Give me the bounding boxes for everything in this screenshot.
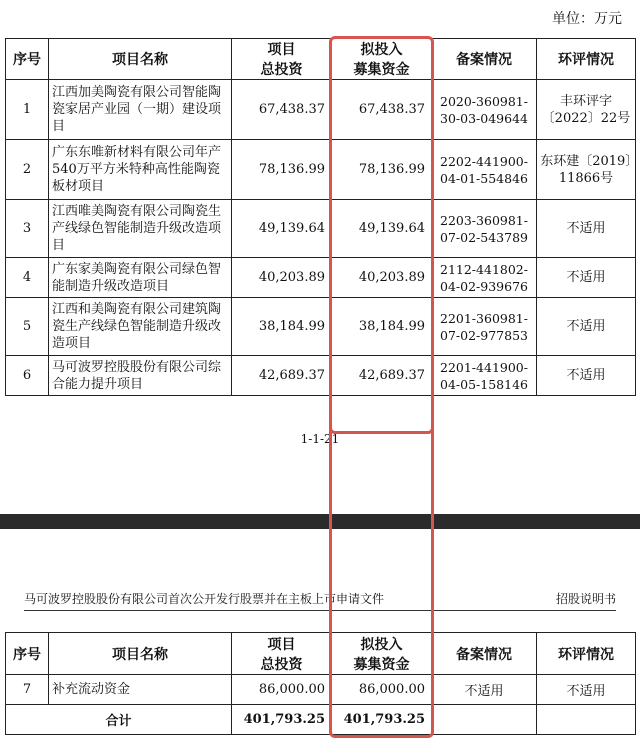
col-header-no: 序号 xyxy=(6,39,49,80)
col-header-no: 序号 xyxy=(6,633,49,675)
document-header xyxy=(24,590,616,607)
col-header-name: 项目名称 xyxy=(49,633,232,675)
col-header-env: 环评情况 xyxy=(537,633,636,675)
table-row: 7 补充流动资金 86,000.00 86,000.00 不适用 不适用 xyxy=(6,675,636,705)
highlight-box-raise-column-continued xyxy=(329,425,434,738)
document-header-type: 招股说明书 xyxy=(555,592,616,606)
document-header-title: 马可波罗控股股份有限公司首次公开发行股票并在主板上市申请文件 xyxy=(24,592,385,606)
col-header-total: 项目 总投资 xyxy=(232,39,332,80)
table-row: 4 广东家美陶瓷有限公司绿色智能制造升级改造项目 40,203.89 40,203.89 2112-441802-04-02-939676 不适用 xyxy=(6,258,636,298)
fund-use-table-continued xyxy=(5,632,636,735)
col-header-total: 项目 总投资 xyxy=(232,633,332,675)
table-row: 6 马可波罗控股股份有限公司综合能力提升项目 42,689.37 42,689.37 2201-441900-04-05-158146 不适用 xyxy=(6,356,636,396)
col-header-name: 项目名称 xyxy=(49,39,232,80)
col-header-env: 环评情况 xyxy=(537,39,636,80)
page-break-band xyxy=(0,514,640,529)
table-header-row xyxy=(6,633,636,675)
unit-label: 单位：万元 xyxy=(552,11,622,27)
table-header-row xyxy=(6,39,636,80)
table-row: 1 江西加美陶瓷有限公司智能陶瓷家居产业园（一期）建设项目 67,438.37 67,438.37 2020-360981-30-03-049644 丰环评字〔2022〕22号 xyxy=(6,80,636,140)
col-header-filing: 备案情况 xyxy=(432,633,537,675)
header-rule xyxy=(24,610,616,611)
total-row: 合计 401,793.25 401,793.25 xyxy=(6,705,636,735)
col-header-raise: 拟投入 募集资金 xyxy=(332,633,432,675)
table-row: 5 江西和美陶瓷有限公司建筑陶瓷生产线绿色智能制造升级改造项目 38,184.99 38,184.99 2201-360981-07-02-977853 不适用 xyxy=(6,298,636,356)
page-number: 1-1-21 xyxy=(300,432,340,446)
highlight-box-raise-column xyxy=(329,36,434,434)
col-header-raise: 拟投入 募集资金 xyxy=(332,39,432,80)
table-row: 3 江西唯美陶瓷有限公司陶瓷生产线绿色智能制造升级改造项目 49,139.64 49,139.64 2203-360981-07-02-543789 不适用 xyxy=(6,200,636,258)
col-header-filing: 备案情况 xyxy=(432,39,537,80)
fund-use-table xyxy=(5,38,636,396)
table-row: 2 广东东唯新材料有限公司年产540万平方米特种高性能陶瓷板材项目 78,136.99 78,136.99 2202-441900-04-01-554846 东环建〔2019〕11866号 xyxy=(6,140,636,200)
